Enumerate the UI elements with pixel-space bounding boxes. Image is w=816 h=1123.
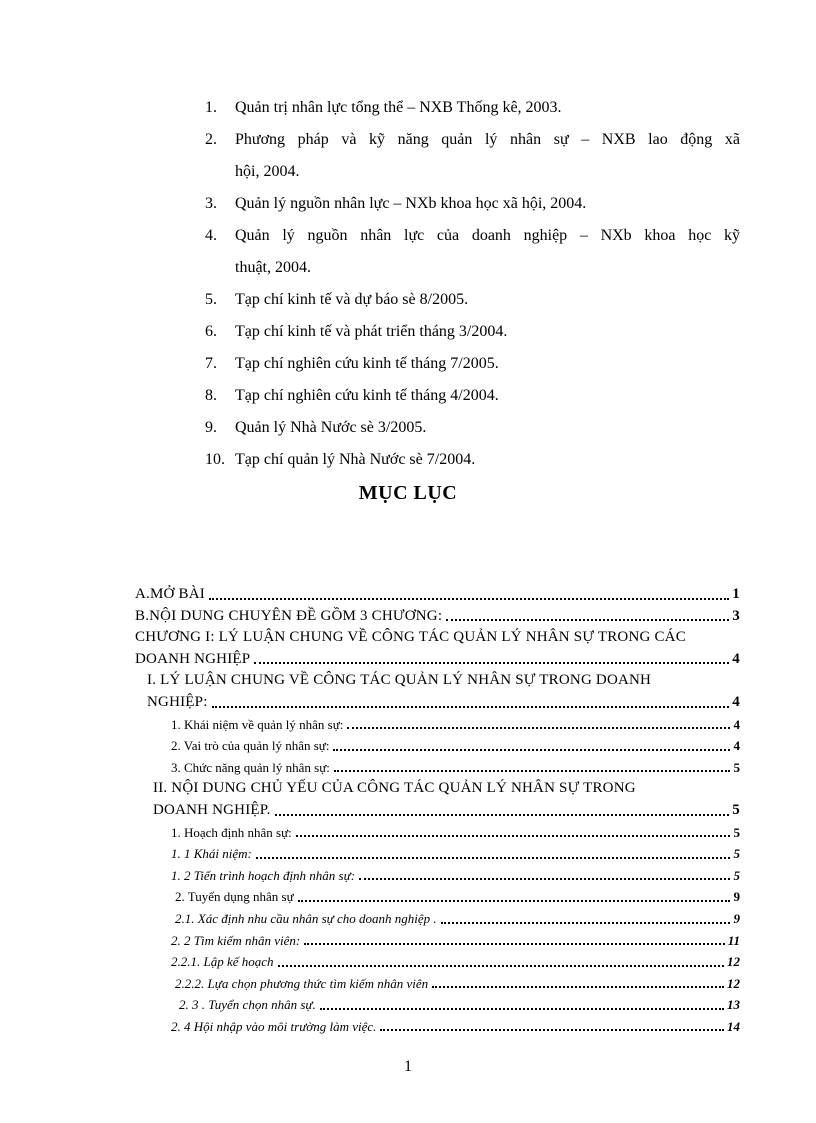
- toc-entry[interactable]: 1. Khái niệm về quản lý nhân sự: 4: [135, 714, 740, 736]
- reference-item: 10. Tạp chí quản lý Nhà Nước sè 7/2004.: [205, 451, 476, 468]
- reference-item: 9. Quản lý Nhà Nước sè 3/2005.: [205, 419, 427, 436]
- toc-entry[interactable]: 2.1. Xác định nhu cầu nhân sự cho doanh nghiệp . 9: [135, 908, 740, 930]
- reference-item: 3. Quản lý nguồn nhân lực – NXb khoa học xã hội, 2004.: [205, 195, 587, 212]
- toc-entry[interactable]: 2. Vai trò của quản lý nhân sự: 4: [135, 735, 740, 757]
- reference-item: 5. Tạp chí kinh tế và dự báo sè 8/2005.: [205, 291, 469, 308]
- toc-entry[interactable]: 2.2.1. Lập kế hoạch 12: [135, 951, 740, 973]
- toc-entry[interactable]: NGHIỆP: 4: [135, 692, 740, 714]
- toc-entry[interactable]: B.NỘI DUNG CHUYÊN ĐỀ GỒM 3 CHƯƠNG: 3: [135, 606, 740, 628]
- toc-entry[interactable]: 1. Hoạch định nhân sự: 5: [135, 822, 740, 844]
- toc-entry[interactable]: 2. 4 Hội nhập vào môi trường làm việc. 14: [135, 1016, 740, 1038]
- reference-item: 4. Quản lý nguồn nhân lực của doanh nghiệp – NXb khoa học kỹ thuật, 2004.: [205, 227, 740, 276]
- toc-entry[interactable]: 2.2.2. Lựa chọn phương thức tìm kiếm nhân viên 12: [135, 973, 740, 995]
- toc-entry[interactable]: 2. 2 Tìm kiếm nhân viên: 11: [135, 930, 740, 952]
- toc-entry[interactable]: II. NỘI DUNG CHỦ YẾU CỦA CÔNG TÁC QUẢN LÝ NHÂN SỰ TRONG: [135, 778, 740, 800]
- reference-item: 7. Tạp chí nghiên cứu kinh tế tháng 7/2005.: [205, 355, 499, 372]
- toc-entry[interactable]: 1. 1 Khái niệm: 5: [135, 843, 740, 865]
- toc-entry[interactable]: DOANH NGHIỆP. 5: [135, 800, 740, 822]
- toc-entry[interactable]: 1. 2 Tiến trình hoạch định nhân sự: 5: [135, 865, 740, 887]
- reference-item: 6. Tạp chí kinh tế và phát triển tháng 3/2004.: [205, 323, 508, 340]
- page-number: 1: [404, 1058, 412, 1075]
- toc-entry[interactable]: 2. 3 . Tuyển chọn nhân sự. 13: [135, 994, 740, 1016]
- toc-entry[interactable]: CHƯƠNG I: LÝ LUẬN CHUNG VỀ CÔNG TÁC QUẢN LÝ NHÂN SỰ TRONG CÁC: [135, 627, 740, 649]
- reference-item: 8. Tạp chí nghiên cứu kinh tế tháng 4/2004.: [205, 387, 499, 404]
- toc-title: MỤC LỤC: [358, 482, 458, 504]
- reference-item: 1. Quản trị nhân lực tổng thể – NXB Thống kê, 2003.: [205, 99, 562, 116]
- table-of-contents: [135, 584, 740, 1037]
- reference-item: 2. Phương pháp và kỹ năng quản lý nhân sự – NXB lao động xã hội, 2004.: [205, 131, 740, 180]
- toc-entry[interactable]: A.MỞ BÀI 1: [135, 584, 740, 606]
- reference-list: [205, 92, 740, 476]
- toc-entry[interactable]: I. LÝ LUẬN CHUNG VỀ CÔNG TÁC QUẢN LÝ NHÂN SỰ TRONG DOANH: [135, 670, 740, 692]
- toc-entry[interactable]: 3. Chức năng quản lý nhân sự: 5: [135, 757, 740, 779]
- toc-entry[interactable]: 2. Tuyển dụng nhân sự 9: [135, 886, 740, 908]
- toc-entry[interactable]: DOANH NGHIỆP 4: [135, 649, 740, 671]
